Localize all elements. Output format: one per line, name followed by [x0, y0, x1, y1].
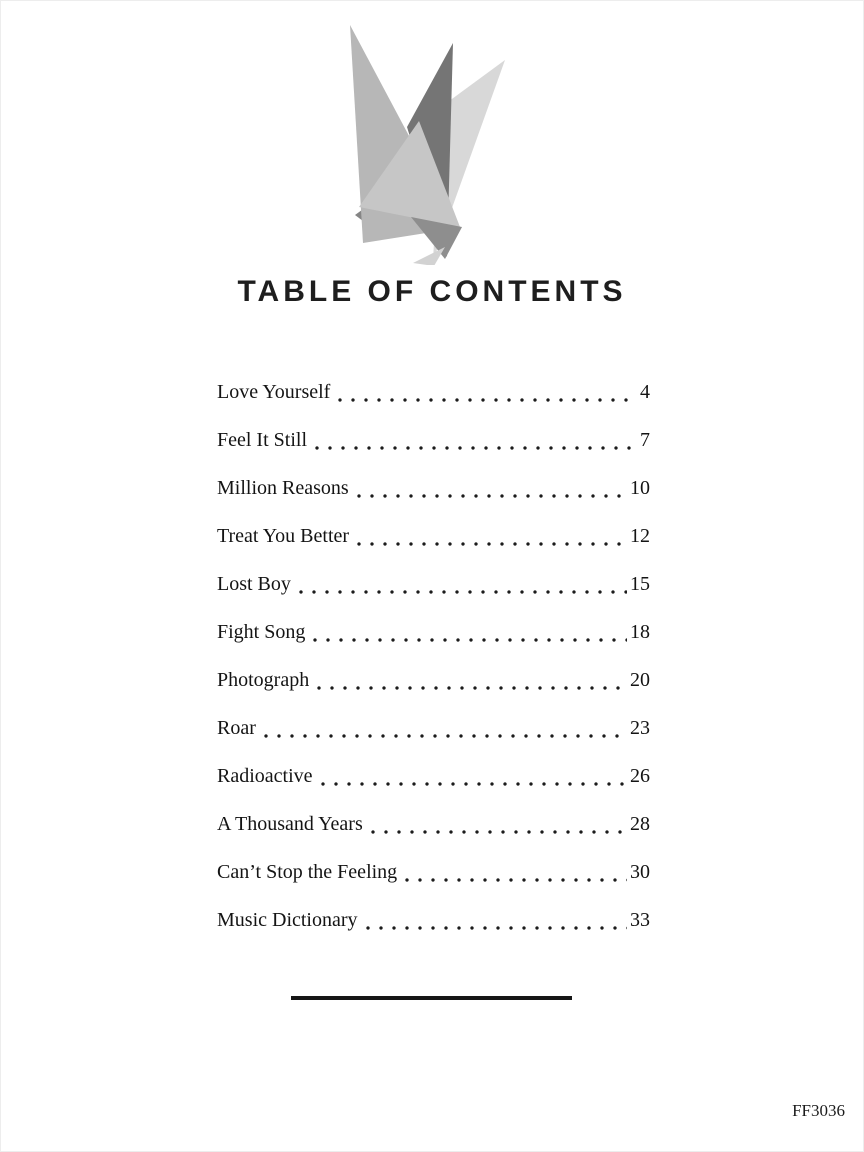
origami-triangles-icon: [331, 15, 521, 265]
toc-item-page: 33: [630, 908, 650, 931]
toc-dot-leader: [338, 398, 637, 402]
toc-item-page: 18: [630, 620, 650, 643]
toc-row: [217, 656, 650, 704]
toc-item-title: Treat You Better: [217, 524, 350, 547]
toc-item-page: 20: [630, 668, 650, 691]
toc-item-title: Music Dictionary: [217, 908, 358, 931]
toc-item-title: Roar: [217, 716, 256, 739]
toc-item-title: Feel It Still: [217, 428, 307, 451]
toc-row: [217, 512, 650, 560]
toc-item-page: 12: [630, 524, 650, 547]
toc-row: [217, 416, 650, 464]
toc-dot-leader: [313, 638, 627, 642]
toc-dot-leader: [264, 734, 627, 738]
footer-divider: [291, 996, 572, 1000]
toc-item-title: A Thousand Years: [217, 812, 363, 835]
toc-dot-leader: [317, 686, 627, 690]
toc-row: [217, 704, 650, 752]
toc-item-title: Fight Song: [217, 620, 306, 643]
toc-dot-leader: [315, 446, 637, 450]
toc-row: [217, 464, 650, 512]
toc-row: [217, 896, 650, 944]
toc-dot-leader: [357, 542, 627, 546]
toc-item-page: 30: [630, 860, 650, 883]
publisher-logo: [331, 15, 521, 265]
toc-item-title: Million Reasons: [217, 476, 349, 499]
toc-row: [217, 752, 650, 800]
toc-item-page: 28: [630, 812, 650, 835]
toc-item-page: 26: [630, 764, 650, 787]
toc-item-title: Can’t Stop the Feeling: [217, 860, 398, 883]
toc-row: [217, 560, 650, 608]
toc-dot-leader: [366, 926, 627, 930]
toc-dot-leader: [357, 494, 627, 498]
toc-row: [217, 800, 650, 848]
toc-item-title: Lost Boy: [217, 572, 291, 595]
toc-row: [217, 368, 650, 416]
toc-dot-leader: [371, 830, 627, 834]
toc-item-page: 23: [630, 716, 650, 739]
toc-list: [217, 368, 650, 944]
toc-dot-leader: [321, 782, 627, 786]
toc-item-title: Photograph: [217, 668, 310, 691]
toc-item-page: 7: [640, 428, 650, 451]
toc-item-title: Love Yourself: [217, 380, 331, 403]
toc-item-page: 15: [630, 572, 650, 595]
toc-item-title: Radioactive: [217, 764, 313, 787]
toc-row: [217, 848, 650, 896]
toc-row: [217, 608, 650, 656]
toc-dot-leader: [405, 878, 627, 882]
catalog-number: FF3036: [792, 1101, 845, 1120]
toc-item-page: 10: [630, 476, 650, 499]
toc-dot-leader: [299, 590, 627, 594]
toc-item-page: 4: [640, 380, 650, 403]
page-title: TABLE OF CONTENTS: [237, 275, 627, 308]
